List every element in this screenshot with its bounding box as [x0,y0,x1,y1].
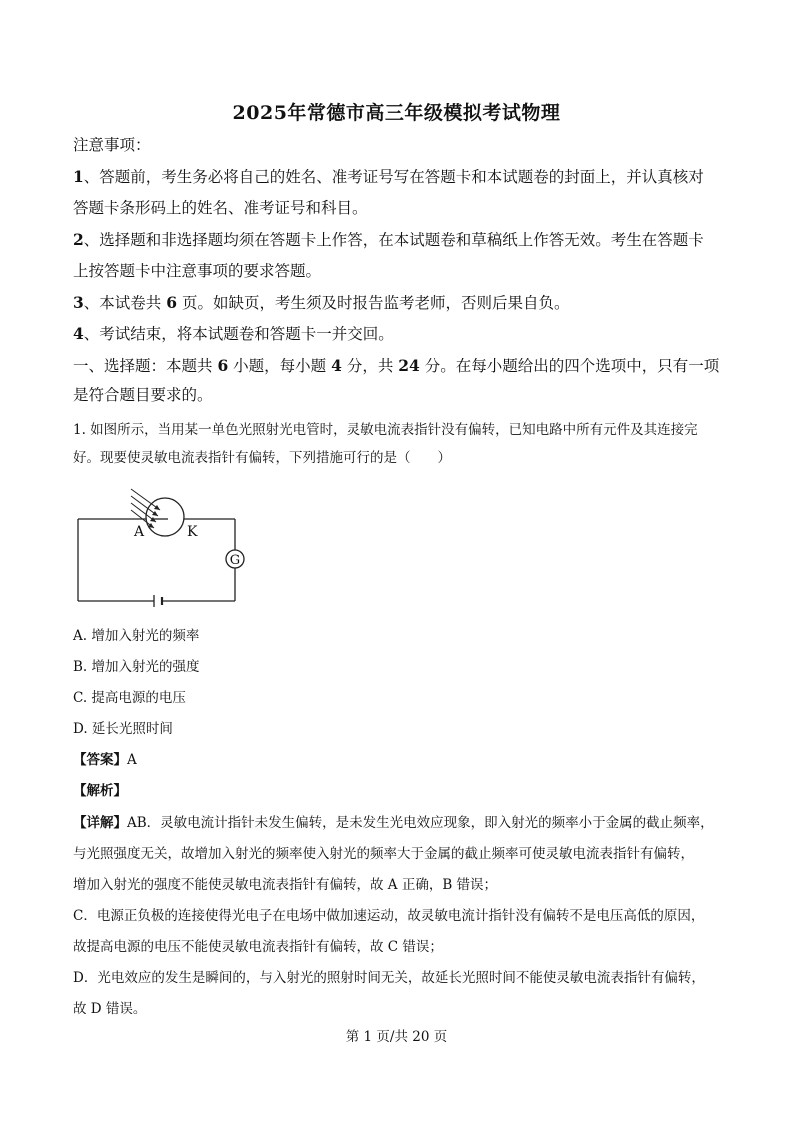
option-b: B. 增加入射光的强度 [73,659,200,675]
notice-item-1-cont: 答题卡条形码上的姓名、准考证号和科目。 [73,199,368,217]
galvanometer-label: G [229,553,241,568]
photoelectric-circuit-diagram [70,483,245,608]
section-heading-cont: 是符合题目要求的。 [73,386,213,404]
detail-tag: 【详解】 [73,815,127,831]
notice-item-1 [73,167,704,187]
notice-number: 4 [73,324,84,343]
notice-text: 、选择题和非选择题均须在答题卡上作答，在本试题卷和草稿纸上作答无效。考生在答题卡 [83,231,704,249]
page-footer: 第 1 页/共 20 页 [345,1029,448,1045]
answer-line [73,750,137,770]
detail-line-5: 故提高电源的电压不能使灵敏电流表指针有偏转，故 C 错误； [73,939,443,955]
notice-item-3: 3、本试卷共 6 页。如缺页，考生须及时报告监考老师，否则后果自负。 [73,293,570,312]
notice-item-2-cont: 上按答题卡中注意事项的要求答题。 [73,262,322,280]
section-heading: 一、选择题：本题共 6 小题，每小题 4 分，共 24 分。在每小题给出的四个选项中，只有一项 [73,356,720,375]
notice-text: 、答题前，考生务必将自己的姓名、准考证号写在答题卡和本试题卷的封面上，并认真核对 [83,168,704,186]
notice-number: 1 [73,167,84,186]
cathode-label: K [187,524,198,540]
notice-item-2 [73,230,704,250]
notice-number: 3 [73,293,84,312]
notice-number: 2 [73,230,84,249]
notice-item-4 [73,324,394,344]
detail-line-3: 增加入射光的强度不能使灵敏电流表指针有偏转，故 A 正确，B 错误； [73,877,498,893]
answer-value: A [127,752,137,768]
detail-line-2: 与光照强度无关，故增加入射光的频率使入射光的频率大于金属的截止频率可使灵敏电流表指针有偏转， [73,846,694,862]
detail-line-4: C．电源正负极的连接使得光电子在电场中做加速运动，故灵敏电流计指针没有偏转不是电压高低的原因， [73,908,705,924]
option-c: C. 提高电源的电压 [73,690,186,706]
question-1-stem-cont: 好。现要使灵敏电流表指针有偏转，下列措施可行的是（ ） [73,450,451,466]
option-a: A. 增加入射光的频率 [73,628,200,644]
detail-line-1: 【详解】AB．灵敏电流计指针未发生偏转，是未发生光电效应现象，即入射光的频率小于金属的截止频率， [73,815,714,831]
notice-heading: 注意事项： [73,136,151,154]
notice-text: 、考试结束，将本试题卷和答题卡一并交回。 [83,325,394,343]
analysis-tag: 【解析】 [73,783,127,799]
detail-line-6: D．光电效应的发生是瞬间的，与入射光的照射时间无关，故延长光照时间不能使灵敏电流表指针有偏转， [73,970,705,986]
answer-tag: 【答案】 [73,752,127,768]
document-title: 2025年常德市高三年级模拟考试物理 [232,102,561,124]
anode-label: A [134,524,145,540]
detail-line-7: 故 D 错误。 [73,1001,147,1017]
page-count: 6 [166,293,178,312]
question-1-stem: 1. 如图所示，当用某一单色光照射光电管时，灵敏电流表指针没有偏转，已知电路中所有元件及其连接完 [73,422,698,438]
option-d: D. 延长光照时间 [73,721,173,737]
